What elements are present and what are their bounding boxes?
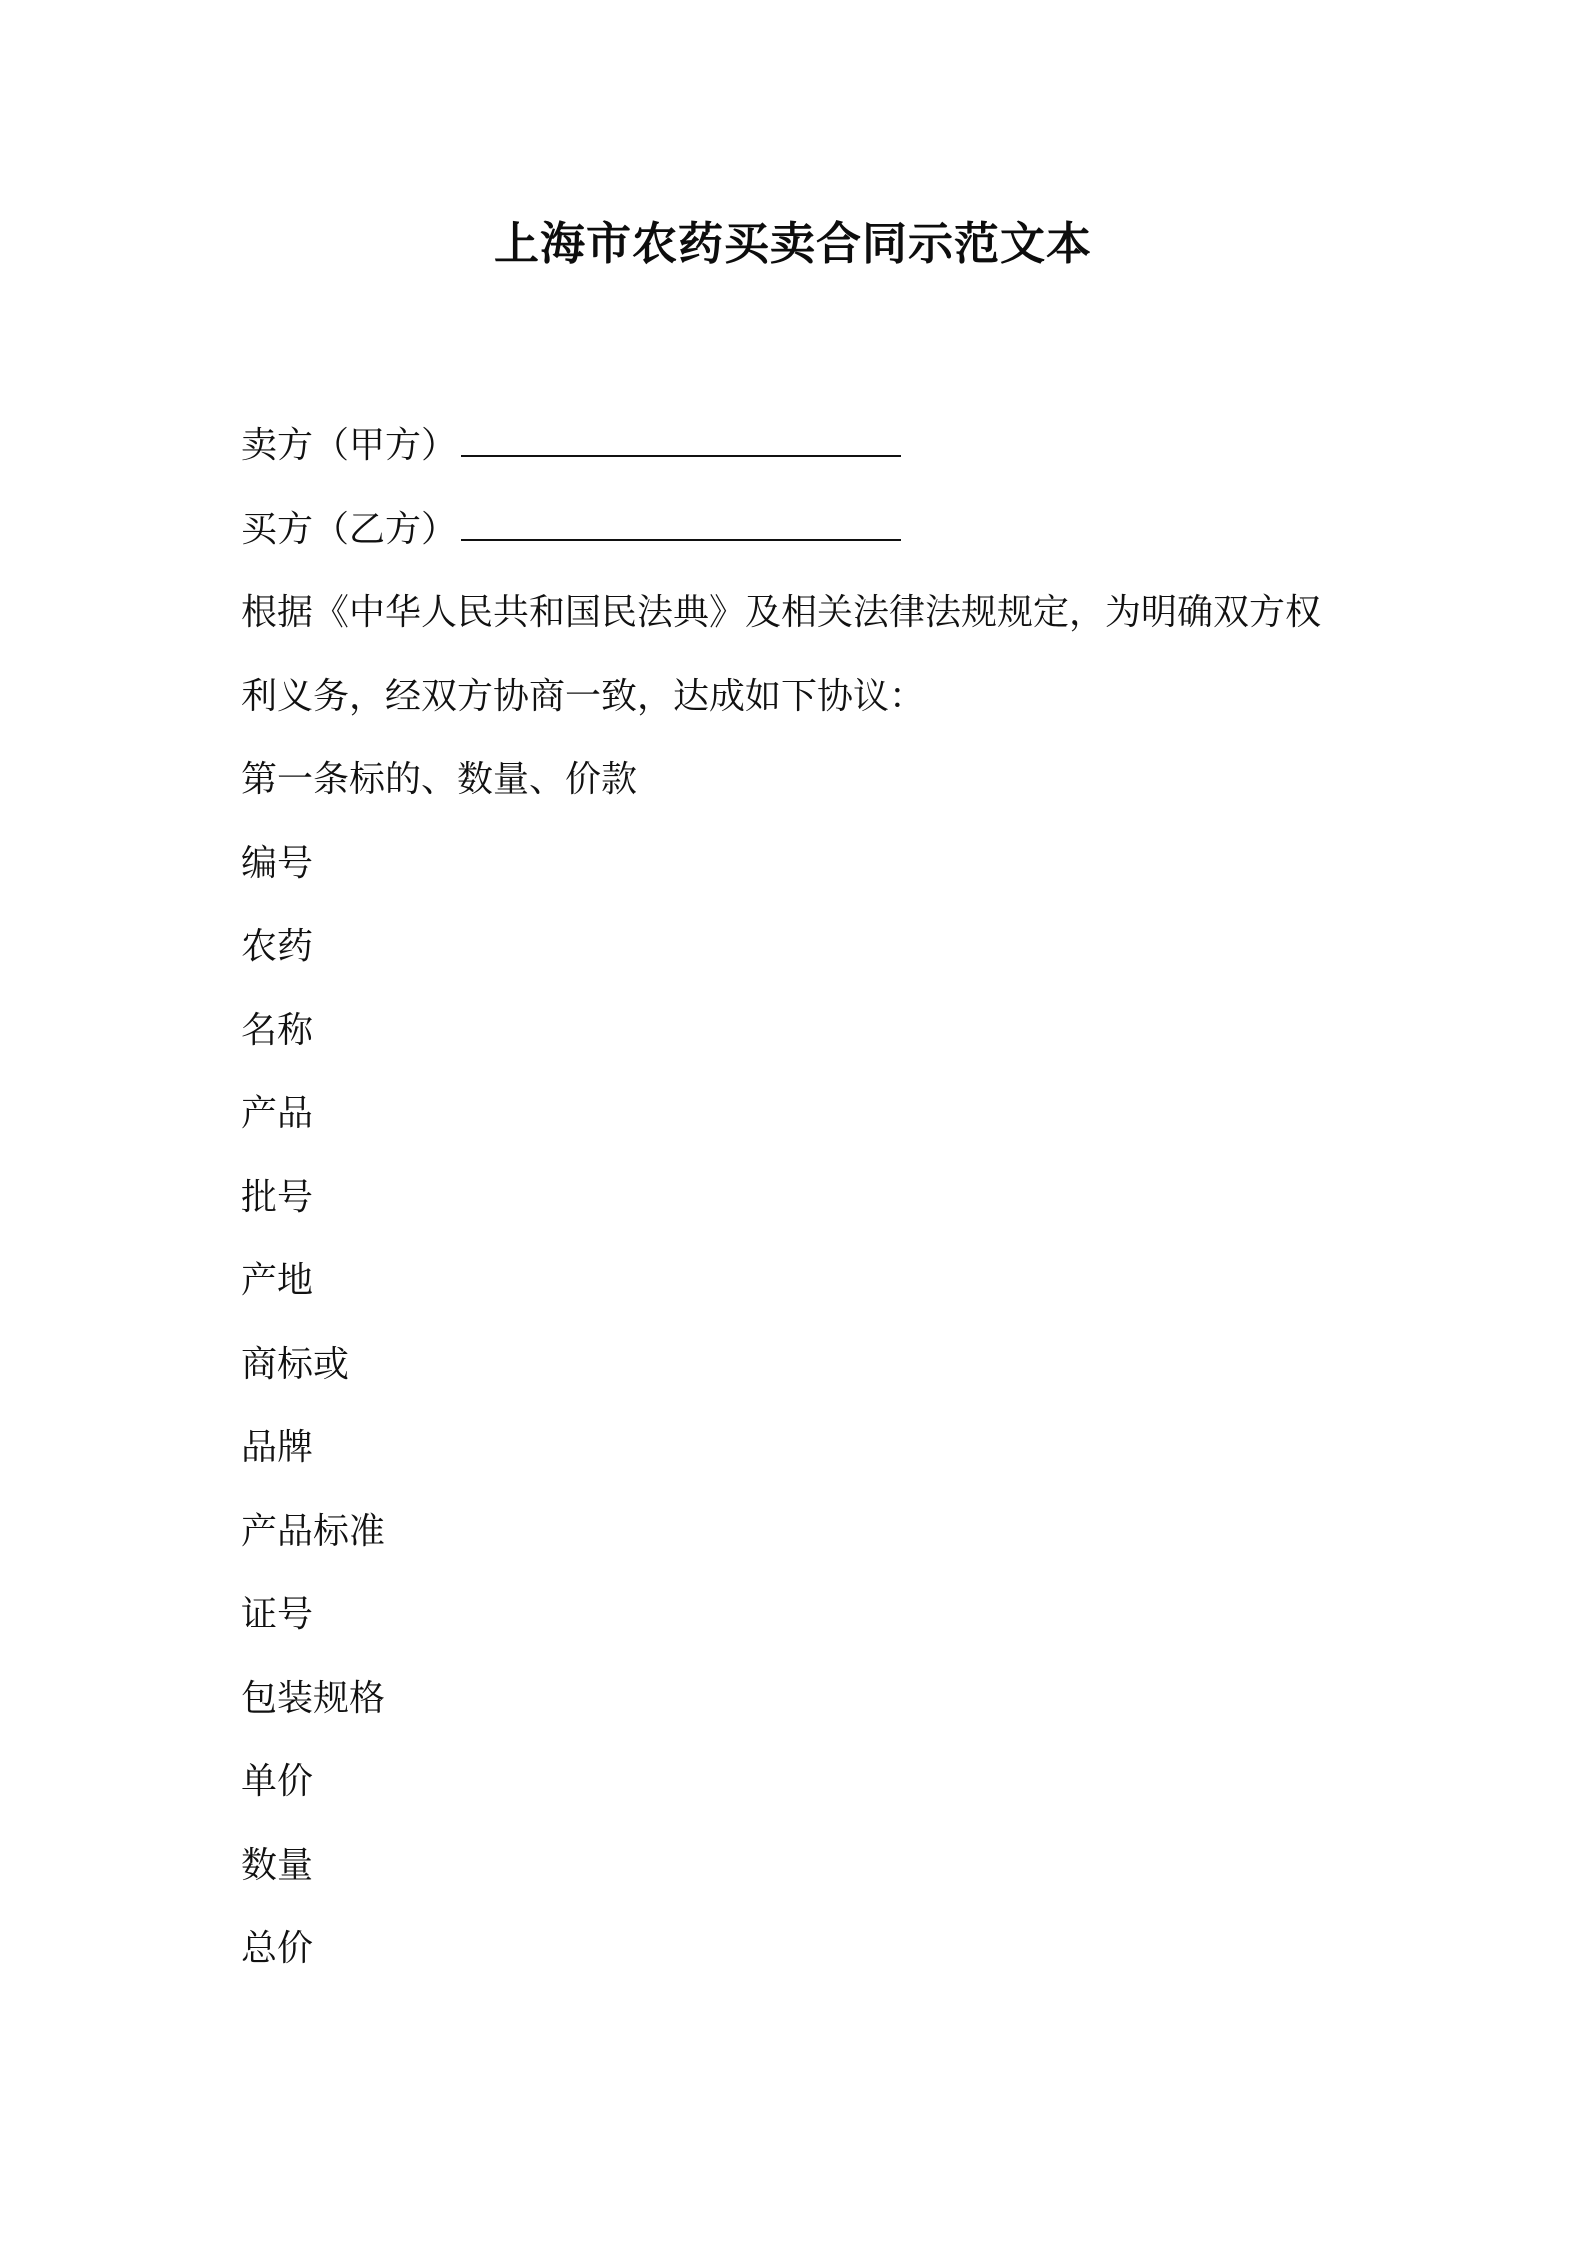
field-label-quantity: 数量 bbox=[241, 1844, 314, 1886]
buyer-label: 买方（乙方） bbox=[241, 508, 458, 550]
intro-paragraph-line-1: 根据《中华人民共和国民法典》及相关法律法规规定，为明确双方权 bbox=[241, 592, 1322, 633]
buyer-blank-field[interactable] bbox=[461, 509, 901, 541]
seller-blank-field[interactable] bbox=[461, 425, 901, 457]
field-label-origin: 产地 bbox=[241, 1260, 314, 1301]
field-label-name: 名称 bbox=[241, 1009, 314, 1051]
seller-line bbox=[241, 404, 1361, 488]
document-title: 上海市农药买卖合同示范文本 bbox=[493, 217, 1092, 270]
field-label-pesticide: 农药 bbox=[241, 926, 314, 967]
buyer-line bbox=[241, 488, 1361, 572]
field-label-number: 编号 bbox=[241, 842, 314, 884]
field-label-product: 产品 bbox=[241, 1093, 314, 1134]
field-label-certificate-number: 证号 bbox=[241, 1594, 314, 1635]
intro-paragraph-line-2: 利义务，经双方协商一致，达成如下协议： bbox=[241, 675, 926, 717]
field-label-total-price: 总价 bbox=[241, 1928, 314, 1969]
document-body bbox=[241, 404, 1361, 1991]
article-1-heading: 第一条标的、数量、价款 bbox=[241, 759, 638, 800]
field-label-brand: 品牌 bbox=[241, 1427, 314, 1468]
field-label-batch-number: 批号 bbox=[241, 1176, 314, 1218]
field-label-unit-price: 单价 bbox=[241, 1761, 314, 1802]
field-label-package-spec: 包装规格 bbox=[241, 1677, 386, 1719]
field-label-product-standard: 产品标准 bbox=[241, 1510, 386, 1552]
field-label-trademark-or: 商标或 bbox=[241, 1343, 350, 1385]
seller-label: 卖方（甲方） bbox=[241, 425, 458, 466]
